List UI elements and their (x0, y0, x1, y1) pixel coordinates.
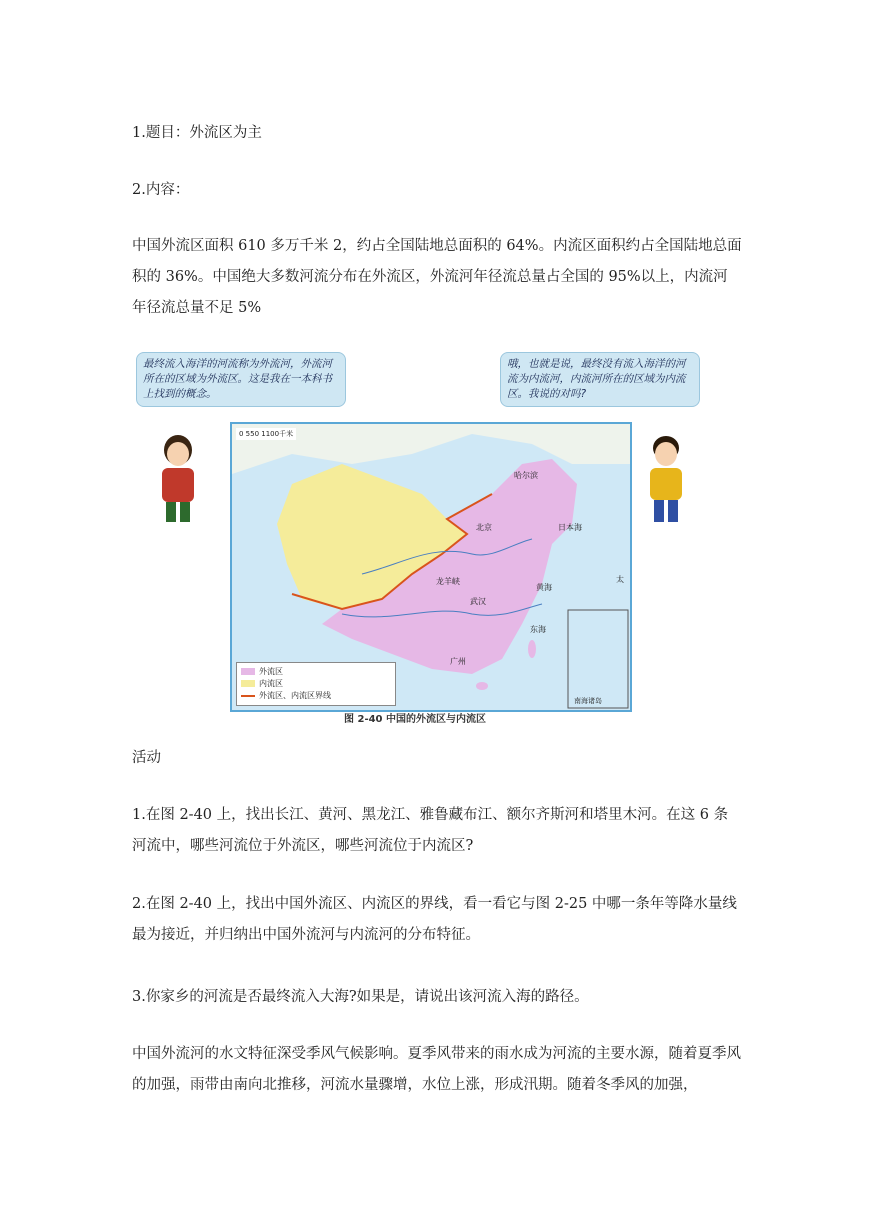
swatch-boundary (241, 695, 255, 697)
swatch-outflow (241, 668, 255, 675)
legend-boundary-label: 外流区、内流区界线 (259, 691, 331, 700)
legend-inland (241, 678, 391, 690)
legend-boundary (241, 690, 391, 702)
speech-bubble-right: 哦，也就是说，最终没有流入海洋的河流为内流河，内流河所在的区域为内流区。我说的对吗? (500, 352, 700, 407)
swatch-inland (241, 680, 255, 687)
speech-bubble-left: 最终流入海洋的河流称为外流河，外流河所在的区域为外流区。这是我在一本科书上找到的概念。 (136, 352, 346, 407)
china-map (230, 422, 632, 712)
question-1: 1.在图 2-40 上，找出长江、黄河、黑龙江、雅鲁藏布江、额尔齐斯河和塔里木河。在这 6 条河流中，哪些河流位于外流区，哪些河流位于内流区? (132, 807, 729, 854)
girl-illustration (150, 432, 206, 528)
question-3: 3.你家乡的河流是否最终流入大海?如果是，请说出该河流入海的路径。 (132, 989, 589, 1005)
label-harbin: 哈尔滨 (514, 471, 538, 480)
map-scale: 0 550 1100千米 (236, 428, 296, 440)
title-line: 1.题目：外流区为主 (132, 125, 262, 141)
figure-caption: 图 2-40 中国的外流区与内流区 (344, 714, 486, 725)
intro-paragraph: 中国外流区面积 610 多万千米 2，约占全国陆地总面积的 64%。内流区面积约占全国陆地总面积的 36%。中国绝大多数河流分布在外流区，外流河年径流总量占全国的 95%以上，内流河年径流总量不足 5% (132, 238, 742, 316)
label-east-sea: 东海 (530, 625, 546, 634)
label-beijing: 北京 (476, 523, 492, 532)
label-yellow-sea: 黄海 (536, 583, 552, 592)
label-pacific: 太 (616, 575, 624, 584)
legend-outflow (241, 666, 391, 678)
map-legend (236, 662, 396, 706)
label-wuhan: 武汉 (470, 597, 486, 606)
activity-heading: 活动 (132, 750, 161, 766)
figure-2-40 (132, 348, 698, 726)
legend-inland-label: 内流区 (259, 679, 283, 688)
legend-outflow-label: 外流区 (259, 667, 283, 676)
label-sea-of-japan: 日本海 (558, 523, 582, 532)
closing-paragraph: 中国外流河的水文特征深受季风气候影响。夏季风带来的雨水成为河流的主要水源，随着夏季风的加强，雨带由南向北推移，河流水量骤增，水位上涨，形成汛期。随着冬季风的加强， (132, 1046, 741, 1093)
boy-illustration (638, 432, 694, 528)
label-longyangxia: 龙羊峡 (436, 577, 460, 586)
content-heading: 2.内容： (132, 182, 190, 198)
question-2: 2.在图 2-40 上，找出中国外流区、内流区的界线，看一看它与图 2-25 中哪一条年等降水量线最为接近，并归纳出中国外流河与内流河的分布特征。 (132, 896, 737, 943)
label-guangzhou: 广州 (450, 657, 466, 666)
label-south-sea-islands: 南海诸岛 (574, 697, 602, 705)
